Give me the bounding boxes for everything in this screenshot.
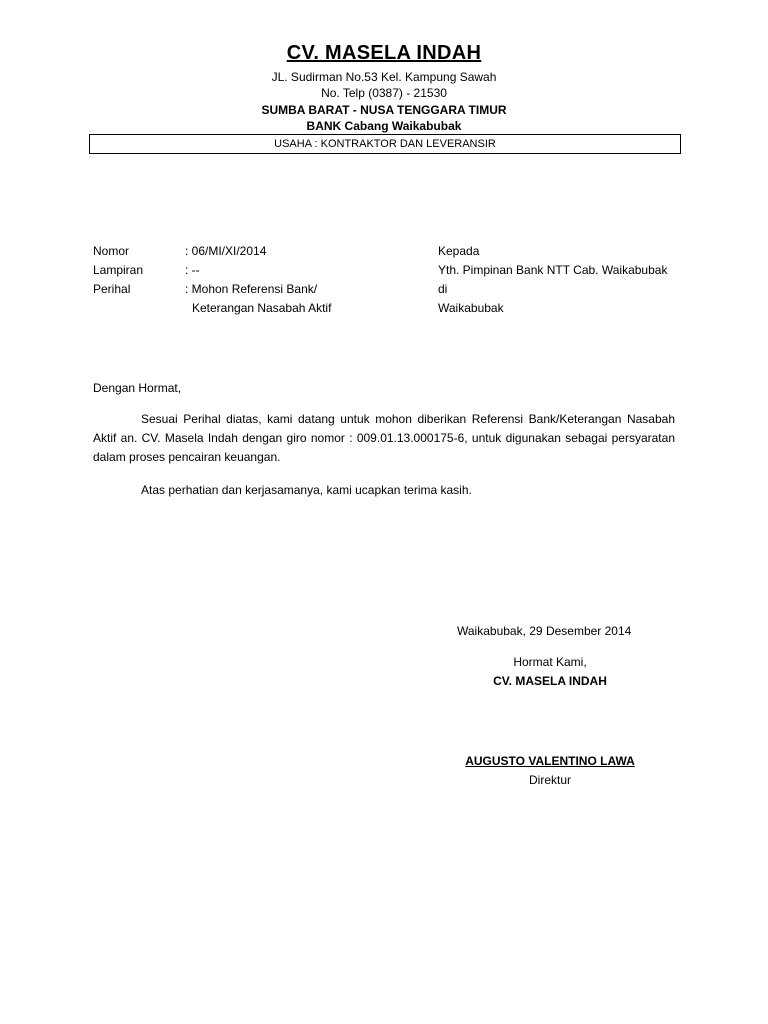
signer-name [0,754,768,768]
greeting: Dengan Hormat, [93,381,182,395]
address-line-1: JL. Sudirman No.53 Kel. Kampung Sawah [271,70,497,84]
address-line-2: No. Telp (0387) - 21530 [321,86,447,100]
body-paragraph: Sesuai Perihal diatas, kami datang untuk mohon diberikan Referensi Bank/Keterangan Nasabah Aktif an. CV. Masela Indah dengan giro nomor : 009.01.13.000175-6, untuk digunakan sebagai persyaratan dalam proses pencairan keuangan. [93,412,675,464]
business-box [89,134,681,154]
regards: Hormat Kami, [513,655,587,669]
closing-paragraph: Atas perhatian dan kerjasamanya, kami ucapkan terima kasih. [141,483,472,497]
recipient-line-2: Yth. Pimpinan Bank NTT Cab. Waikabubak [438,263,668,277]
signature-company: CV. MASELA INDAH [493,674,607,688]
nomor-label: Nomor [93,244,130,258]
recipient-line-4: Waikabubak [438,301,504,315]
region-line: SUMBA BARAT - NUSA TENGGARA TIMUR [261,103,507,117]
place-date: Waikabubak, 29 Desember 2014 [457,624,632,638]
lampiran-label: Lampiran [93,263,144,277]
perihal-label: Perihal [93,282,131,296]
recipient-line-3: di [438,282,448,296]
business-text: USAHA : KONTRAKTOR DAN LEVERANSIR [274,138,496,150]
lampiran-value: : -- [185,263,200,277]
perihal-value-line-2: Keterangan Nasabah Aktif [192,301,332,315]
nomor-value: : 06/MI/XI/2014 [185,244,267,258]
company-name: CV. MASELA INDAH [286,42,482,64]
bank-line: BANK Cabang Waikabubak [306,119,462,133]
signer-title: Direktur [528,773,571,787]
perihal-value-line-1: : Mohon Referensi Bank/ [185,282,318,296]
recipient-line-1: Kepada [438,244,480,258]
signer-name-text: AUGUSTO VALENTINO LAWA [465,754,635,768]
